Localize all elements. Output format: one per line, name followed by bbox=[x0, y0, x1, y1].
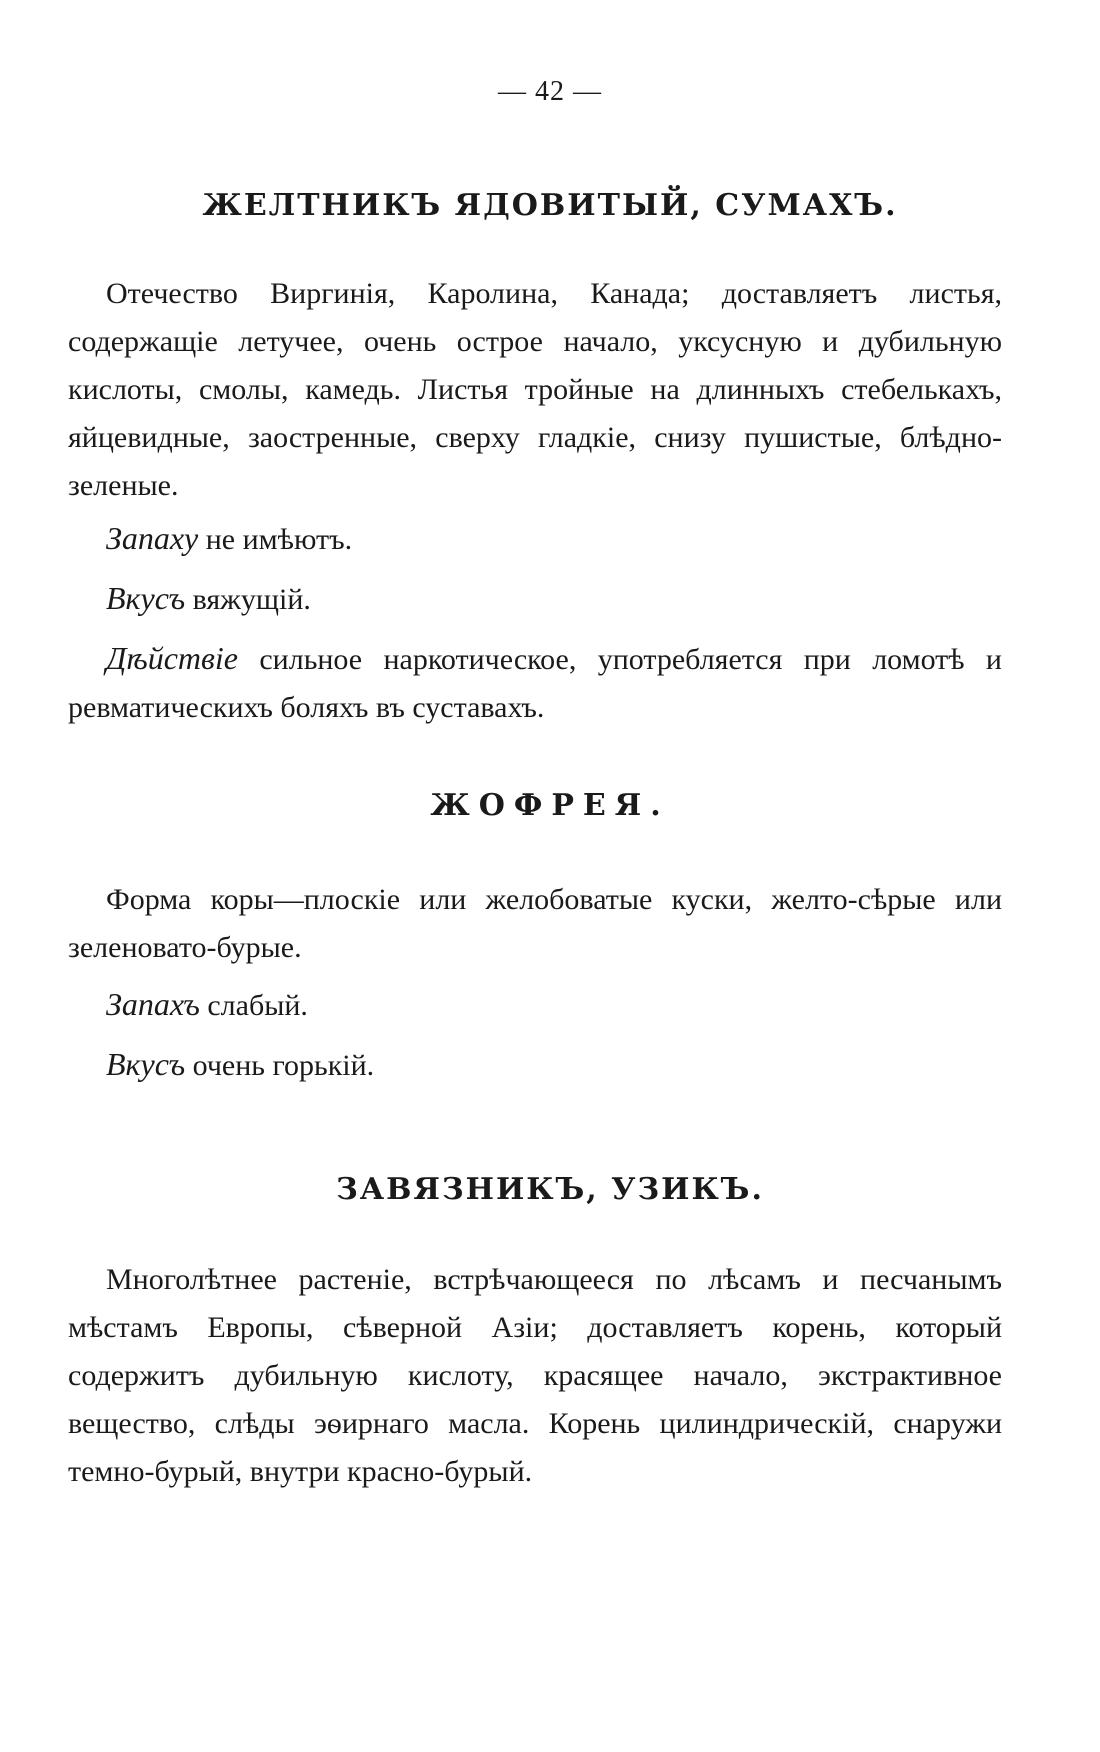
taste-term: Вкусъ bbox=[106, 580, 186, 616]
taste-line-zhofreya bbox=[106, 1040, 1002, 1090]
action-term: Дѣйствіе bbox=[106, 640, 238, 676]
smell-text: слабый. bbox=[207, 989, 308, 1022]
smell-line-zheltnik bbox=[106, 514, 1002, 564]
taste-line-zheltnik bbox=[106, 574, 1002, 624]
smell-text: не имѣютъ. bbox=[205, 523, 353, 556]
section-heading-zhofreya: ЖОФРЕЯ. bbox=[430, 788, 670, 823]
section-description-zhofreya: Форма коры—плоскіе или желобоватые куски, желто-сѣрые или зеленовато-бурые. bbox=[68, 883, 1002, 964]
smell-line-zhofreya bbox=[106, 980, 1002, 1030]
action-line-zheltnik bbox=[68, 634, 1002, 732]
smell-term: Запахъ bbox=[106, 986, 200, 1022]
section-heading-zheltnik: ЖЕЛТНИКЪ ЯДОВИТЫЙ, СУМАХЪ. bbox=[202, 188, 898, 223]
taste-text: очень горькій. bbox=[192, 1049, 375, 1082]
section-description-zheltnik: Отечество Виргинія, Каролина, Канада; доставляетъ листья, содержащіе летучее, очень острое начало, уксусную и дубильную кислоты, смолы, камедь. Листья тройные на длинныхъ стебелькахъ, яйцевидные, заостренные, сверху гладкіе, снизу пушистые, блѣдно-зеленые. bbox=[68, 277, 1002, 502]
section-heading-zavyaznik: ЗАВЯЗНИКЪ, УЗИКЪ. bbox=[336, 1172, 764, 1207]
taste-term: Вкусъ bbox=[106, 1046, 186, 1082]
taste-text: вяжущій. bbox=[192, 583, 311, 616]
action-text: сильное наркотическое, употребляется при ломотѣ и ревматическихъ боляхъ въ суставахъ. bbox=[68, 643, 1002, 724]
smell-term: Запаху bbox=[106, 520, 199, 556]
page-number: — 42 — bbox=[498, 76, 602, 107]
section-description-zavyaznik: Многолѣтнее растеніе, встрѣчающееся по лѣсамъ и песчанымъ мѣстамъ Европы, сѣверной Азіи; доставляетъ корень, который содержитъ дубильную кислоту, красящее начало, экстрактивное вещество, слѣды эѳирнаго масла. Корень цилиндрическій, снаружи темно-бурый, внутри красно-бурый. bbox=[68, 1263, 1002, 1488]
